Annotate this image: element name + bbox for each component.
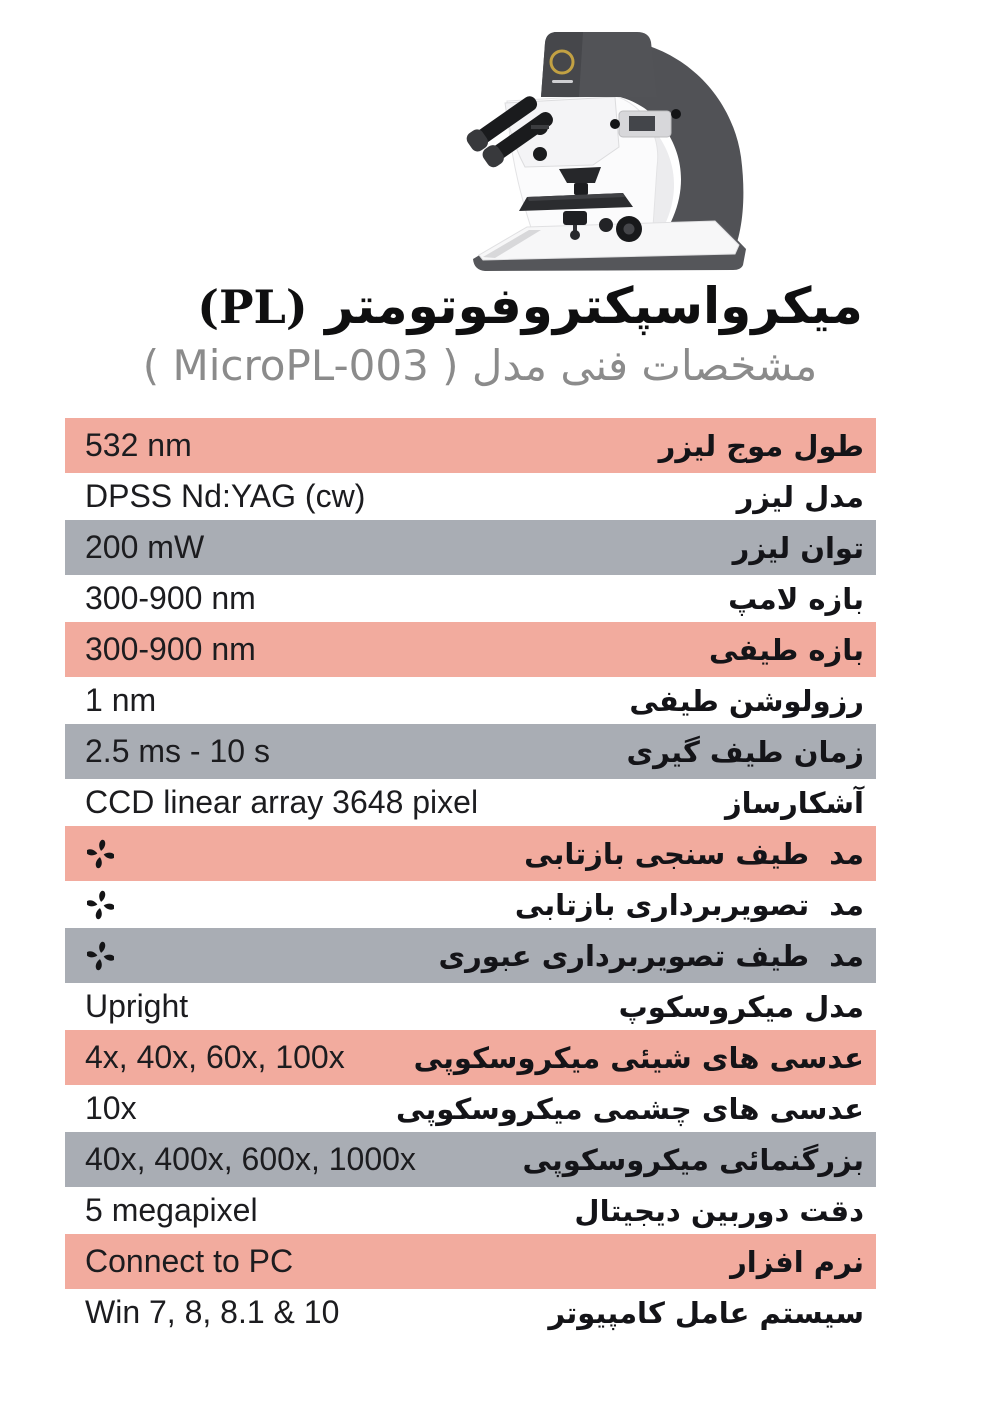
table-row: [65, 575, 876, 622]
spec-label: عدسی های چشمی میکروسکوپی: [396, 1091, 864, 1126]
spec-label: مد طیف سنجی بازتابی: [524, 836, 864, 871]
table-row: [65, 928, 876, 983]
spec-label: زمان طیف گیری: [626, 734, 864, 769]
table-row: [65, 1187, 876, 1234]
table-row: [65, 1030, 876, 1085]
spec-label: بزرگنمائی میکروسکوپی: [522, 1142, 864, 1177]
page-title: [68, 276, 992, 337]
spec-value: 300-900 nm: [85, 580, 256, 616]
table-row: [65, 1289, 876, 1336]
table-row: [65, 473, 876, 520]
spec-value: 2.5 ms - 10 s: [85, 733, 270, 769]
spec-value: [65, 940, 114, 971]
spec-label: رزولوشن طیفی: [629, 683, 864, 718]
spec-label: سیستم عامل کامپیوتر: [548, 1295, 864, 1330]
table-row: [65, 983, 876, 1030]
spec-value: 300-900 nm: [85, 631, 256, 667]
spec-value: 1 nm: [85, 682, 157, 718]
table-row: [65, 1234, 876, 1289]
spec-value: DPSS Nd:YAG (cw): [85, 478, 366, 514]
table-row: [65, 826, 876, 881]
spec-label: بازه طیفی: [708, 632, 864, 667]
spec-label: توان لیزر: [732, 530, 864, 565]
table-row: [65, 418, 876, 473]
table-row: [65, 1085, 876, 1132]
table-row: [65, 520, 876, 575]
microscope-illustration: [443, 6, 783, 278]
spec-label: طول موج لیزر: [658, 428, 864, 463]
four-petal-asterisk-icon: [87, 940, 114, 971]
spec-value: Upright: [85, 988, 189, 1024]
spec-value: 10x: [85, 1090, 137, 1126]
microscope-image: [443, 6, 783, 278]
spec-label: مد طیف تصویربرداری عبوری: [438, 938, 864, 973]
spec-label: مد تصویربرداری بازتابی: [514, 887, 864, 922]
spec-value: 40x, 400x, 600x, 1000x: [85, 1141, 416, 1177]
table-row: [65, 677, 876, 724]
table-row: [65, 779, 876, 826]
page-title-fa: میکرواسپکتروفوتومتر: [325, 277, 863, 335]
spec-value: 4x, 40x, 60x, 100x: [85, 1039, 345, 1075]
page-subtitle: مشخصات فنی مدل ( MicroPL-003 ): [142, 341, 818, 390]
spec-label: دقت دوربین دیجیتال: [574, 1193, 864, 1228]
spec-label: مدل میکروسکوپ: [618, 989, 864, 1024]
table-row: [65, 622, 876, 677]
table-row: [65, 1132, 876, 1187]
spec-label: مدل لیزر: [736, 479, 864, 514]
spec-value: [65, 889, 114, 920]
spec-label: نرم افزار: [730, 1244, 864, 1279]
page-title-en: (PL): [197, 280, 308, 334]
spec-value: 532 nm: [85, 427, 192, 463]
spec-label: بازه لامپ: [728, 581, 864, 616]
spec-value: CCD linear array 3648 pixel: [85, 784, 479, 820]
spec-table: [65, 418, 876, 1336]
spec-value: Win 7, 8, 8.1 & 10: [85, 1294, 340, 1330]
spec-value: 5 megapixel: [85, 1192, 258, 1228]
spec-label: آشکارساز: [724, 785, 864, 820]
spec-value: [65, 838, 114, 869]
four-petal-asterisk-icon: [87, 838, 114, 869]
table-row: [65, 724, 876, 779]
spec-value: Connect to PC: [85, 1243, 294, 1279]
four-petal-asterisk-icon: [87, 889, 114, 920]
spec-value: 200 mW: [85, 529, 205, 565]
spec-label: عدسی های شیئی میکروسکوپی: [413, 1040, 864, 1075]
table-row: [65, 881, 876, 928]
